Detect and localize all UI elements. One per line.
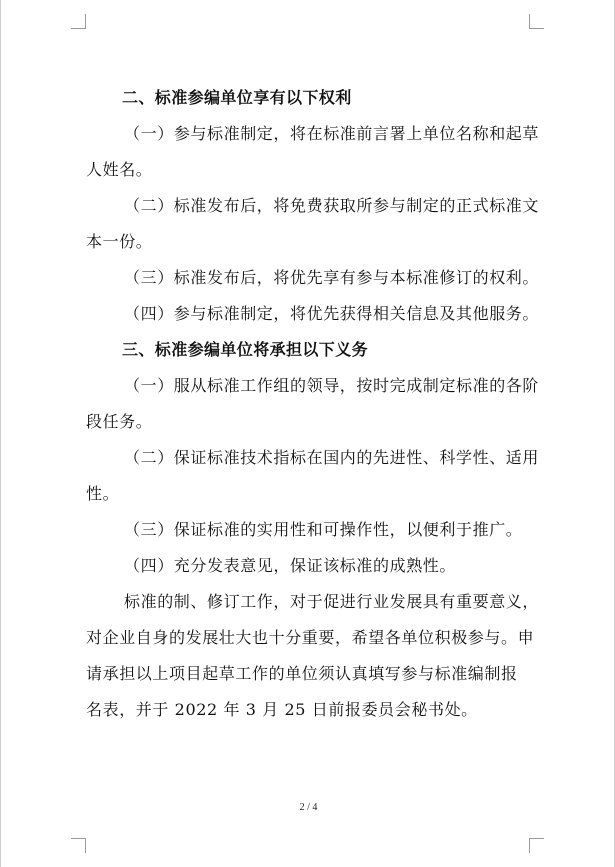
section-3-item-1-line-1: （一）服从标准工作组的领导，按时完成制定标准的各阶 [124,376,540,395]
crop-mark-top-left [71,14,86,29]
section-3-item-2-line-1: （二）保证标准技术指标在国内的先进性、科学性、适用 [124,448,540,467]
closing-paragraph-line-1: 标准的制、修订工作，对于促进行业发展具有重要意义， [124,592,540,611]
section-3-item-2-line-2: 性。 [86,484,120,503]
closing-paragraph-line-3: 请承担以上项目起草工作的单位须认真填写参与标准编制报 [86,664,518,683]
section-2-heading: 二、标准参编单位享有以下权利 [122,88,352,107]
section-3-item-4: （四）充分发表意见，保证该标准的成熟性。 [124,556,457,575]
section-3-item-3: （三）保证标准的实用性和可操作性，以便利于推广。 [124,520,523,539]
closing-paragraph-line-2: 对企业自身的发展壮大也十分重要，希望各单位积极参与。申 [86,628,535,647]
section-2-item-2-line-1: （二）标准发布后，将免费获取所参与制定的正式标准文 [124,196,540,215]
section-2-item-3: （三）标准发布后，将优先享有参与本标准修订的权利。 [124,268,540,287]
section-2-item-1-line-2: 人姓名。 [86,160,153,179]
section-2-item-1-line-1: （一）参与标准制定，将在标准前言署上单位名称和起草 [124,124,540,143]
section-3-heading: 三、标准参编单位将承担以下义务 [122,340,369,359]
section-2-item-4: （四）参与标准制定，将优先获得相关信息及其他服务。 [124,304,540,323]
page-number: 2 / 4 [299,802,318,813]
crop-mark-top-right [529,14,544,29]
closing-paragraph-line-4: 名表，并于 2022 年 3 月 25 日前报委员会秘书处。 [86,700,478,719]
crop-mark-bottom-right [529,838,544,853]
section-3-item-1-line-2: 段任务。 [86,412,153,431]
crop-mark-bottom-left [71,838,86,853]
section-2-item-2-line-2: 本一份。 [86,232,153,251]
